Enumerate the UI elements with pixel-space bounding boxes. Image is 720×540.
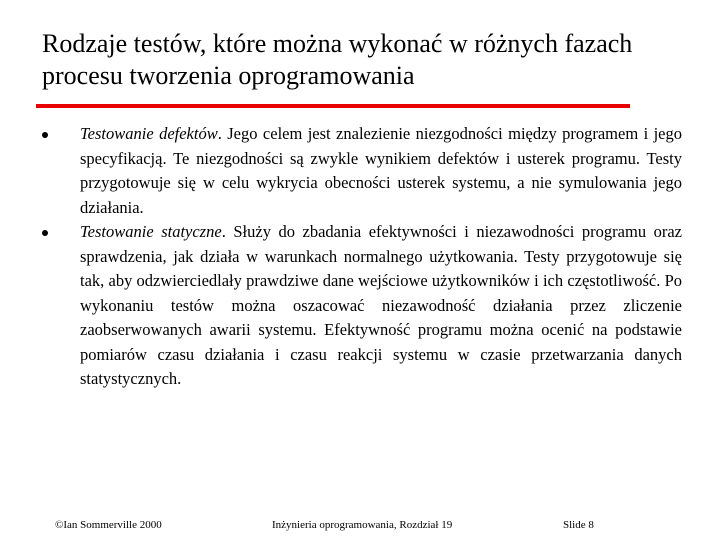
bullet-item-defect-testing [42,122,682,220]
bullet-term: Testowanie statyczne [80,222,222,241]
bullet-list [42,122,682,392]
footer-slide-number: Slide 8 [563,519,594,531]
slide-title: Rodzaje testów, które można wykonać w różnych fazach procesu tworzenia oprogramowania [42,29,633,90]
footer-copyright: ©Ian Sommerville 2000 [55,519,162,531]
bullet-term: Testowanie defektów [80,124,218,143]
bullet-dot-icon [42,230,48,236]
bullet-text: . Jego celem jest znalezienie niezgodności między programem i jego specyfikacją. Te niezgodności są zwykle wynikiem defektów i usterek programu. Testy przygotowuje się w celu wykrycia obecności usterek systemu, a nie symulowania jego działania. [80,124,682,217]
footer-course: Inżynieria oprogramowania, Rozdział 19 [272,519,453,531]
title-divider [36,104,630,108]
bullet-item-statistical-testing [42,220,682,392]
bullet-dot-icon [42,132,48,138]
bullet-text: . Służy do zbadania efektywności i niezawodności programu oraz sprawdzenia, jak działa w warunkach normalnego użytkowania. Testy przygotowuje się tak, aby odzwierciedlały prawdziwe dane wejściowe użytkowników i ich częstotliwość. Po wykonaniu testów można oszacować niezawodność działania przez zliczenie zaobserwowanych awarii systemu. Efektywność programu można ocenić na podstawie pomiarów czasu działania i czasu reakcji systemu w czasie przetwarzania danych statystycznych. [80,222,683,388]
